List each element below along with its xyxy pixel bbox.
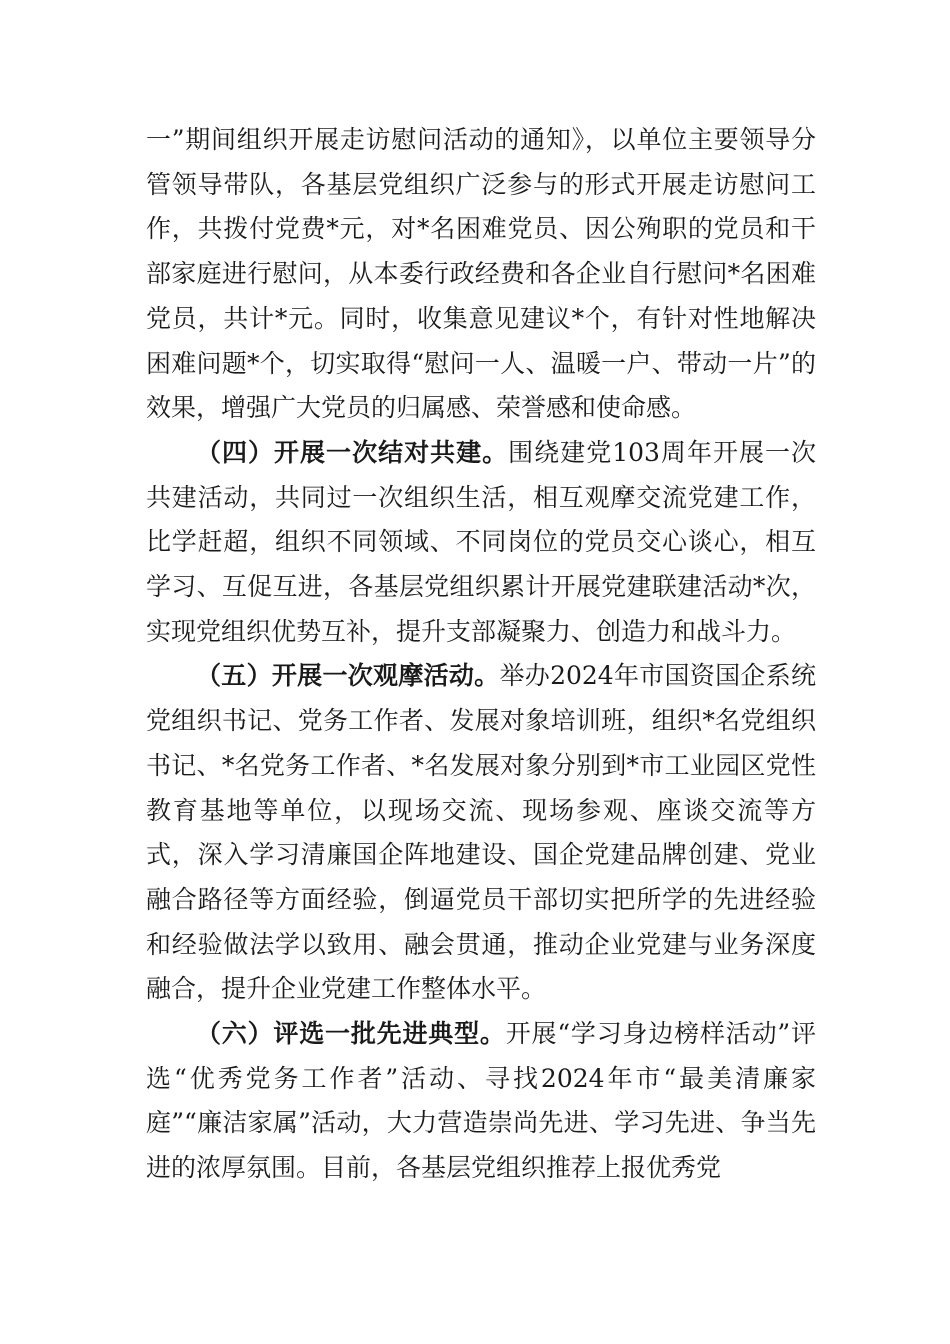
- paragraph-section-5: [146, 654, 816, 1012]
- paragraph-text: 一”期间组织开展走访慰问活动的通知》，以单位主要领导分管领导带队，各基层党组织广泛参与的形式开展走访慰问工作，共拨付党费*元，对*名困难党员、因公殉职的党员和干部家庭进行慰问，从本委行政经费和各企业自行慰问*名困难党员，共计*元。同时，收集意见建议*个，有针对性地解决困难问题*个，切实取得“慰问一人、温暖一户、带动一片”的效果，增强广大党员的归属感、荣誉感和使命感。: [146, 125, 816, 423]
- paragraph-text: 举办2024年市国资国企系统党组织书记、党务工作者、发展对象培训班，组织*名党组织书记、*名党务工作者、*名发展对象分别到*市工业园区党性教育基地等单位，以现场交流、现场参观、座谈交流等方式，深入学习清廉国企阵地建设、国企党建品牌创建、党业融合路径等方面经验，倒逼党员干部切实把所学的先进经验和经验做法学以致用、融会贯通，推动企业党建与业务深度融合，提升企业党建工作整体水平。: [146, 661, 816, 1004]
- section-heading: （六）评选一批先进典型。: [196, 1019, 506, 1049]
- paragraph-text: 围绕建党103周年开展一次共建活动，共同过一次组织生活，相互观摩交流党建工作，比学赶超，组织不同领域、不同岗位的党员交心谈心，相互学习、互促互进，各基层党组织累计开展党建联建活动*次，实现党组织优势互补，提升支部凝聚力、创造力和战斗力。: [146, 437, 816, 646]
- paragraph-section-6: [146, 1012, 816, 1191]
- paragraph-section-4: [146, 431, 816, 655]
- section-heading: （四）开展一次结对共建。: [196, 437, 509, 467]
- section-heading: （五）开展一次观摩活动。: [196, 661, 500, 691]
- paragraph-continued: [146, 118, 816, 431]
- document-body: [146, 118, 816, 1191]
- paragraph-text: 开展“学习身边榜样活动”评选“优秀党务工作者”活动、寻找2024年市“最美清廉家庭”“廉洁家属”活动，大力营造崇尚先进、学习先进、争当先进的浓厚氛围。目前，各基层党组织推荐上报优秀党: [146, 1019, 816, 1183]
